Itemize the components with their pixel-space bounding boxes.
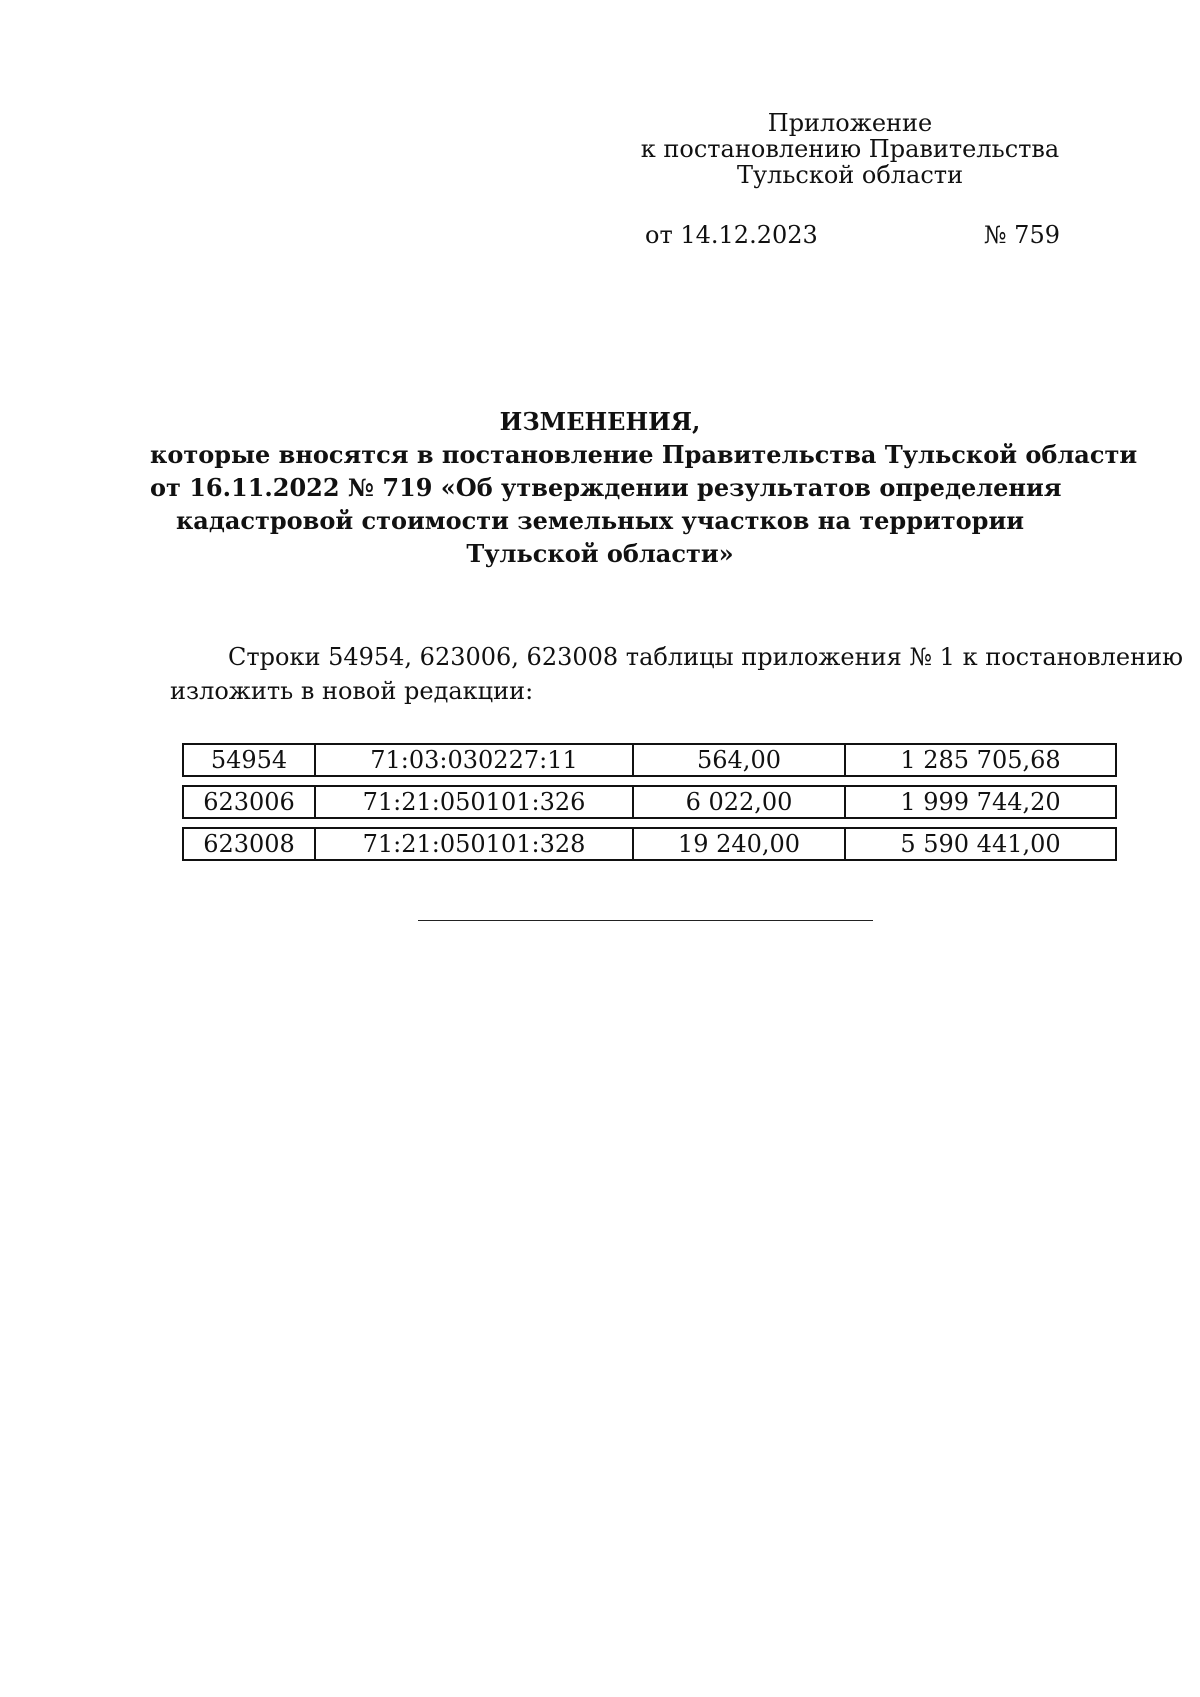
body-paragraph bbox=[170, 640, 1183, 708]
row-number-cell: 623008 bbox=[184, 829, 316, 859]
area-cell: 19 240,00 bbox=[634, 829, 846, 859]
body-line-1: Строки 54954, 623006, 623008 таблицы приложения № 1 к постановлению bbox=[228, 643, 1183, 671]
area-cell: 564,00 bbox=[634, 745, 846, 775]
appendix-label: Приложение bbox=[767, 109, 933, 137]
row-number-cell: 54954 bbox=[184, 745, 316, 775]
appendix-header bbox=[640, 110, 1060, 188]
title-line-1: ИЗМЕНЕНИЯ, bbox=[499, 407, 701, 436]
row-number-cell: 623006 bbox=[184, 787, 316, 817]
cadastral-value-cell: 1 999 744,20 bbox=[900, 788, 1061, 816]
appendix-region: Тульской области bbox=[736, 161, 964, 189]
cadastral-value-cell: 5 590 441,00 bbox=[900, 830, 1061, 858]
document-date: от 14.12.2023 bbox=[645, 221, 818, 249]
table-row bbox=[182, 827, 1117, 861]
cadastral-number-cell: 71:21:050101:328 bbox=[316, 829, 634, 859]
table-row bbox=[182, 785, 1117, 819]
area-cell: 6 022,00 bbox=[634, 787, 846, 817]
cadastral-number-cell: 71:21:050101:326 bbox=[316, 787, 634, 817]
cadastral-table bbox=[182, 743, 1117, 869]
date-number-line bbox=[645, 220, 1060, 250]
document-title bbox=[150, 405, 1138, 570]
end-divider-line bbox=[418, 920, 873, 921]
cadastral-value-cell: 1 285 705,68 bbox=[900, 746, 1061, 774]
title-line-5: Тульской области» bbox=[466, 539, 734, 568]
cadastral-number-cell: 71:03:030227:11 bbox=[316, 745, 634, 775]
title-line-4: кадастровой стоимости земельных участков на территории bbox=[175, 506, 1025, 535]
document-number: № 759 bbox=[983, 221, 1060, 249]
title-line-2: которые вносятся в постановление Правительства Тульской области bbox=[150, 440, 1138, 469]
table-row bbox=[182, 743, 1117, 777]
appendix-reference: к постановлению Правительства bbox=[640, 135, 1060, 163]
body-line-2: изложить в новой редакции: bbox=[170, 677, 534, 705]
title-line-3: от 16.11.2022 № 719 «Об утверждении результатов определения bbox=[150, 473, 1062, 502]
